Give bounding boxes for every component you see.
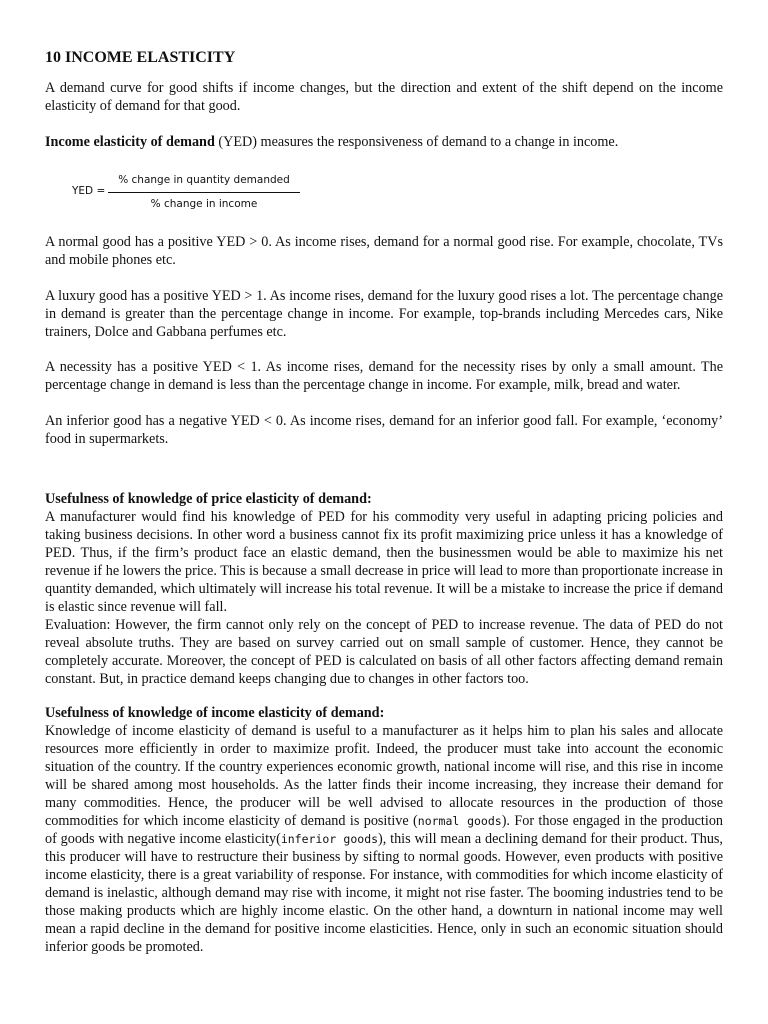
formula-fraction [108,171,300,213]
ped-heading: Usefulness of knowledge of price elasticity of demand: [45,491,372,507]
yed-body-part3: ), this will mean a declining demand for their product. Thus, this producer will have to restructure their business by sifting to normal goods. However, even products with positive income elasticity, there is a great variability of response. For instance, with commodities for which income elasticity of demand is inelastic, although demand may rise with income, it might not rise faster. The booming industries tend to be those making products which are highly income elastic. On the other hand, a downturn in national income may well mean a rapid decline in the demand for positive income elasticities. Hence, only in such an economic situation should inferior goods be promoted. [45,831,723,955]
yed-definition-paragraph [45,133,723,151]
normal-goods-term: normal goods [417,814,502,828]
inferior-good-paragraph: An inferior good has a negative YED < 0. As income rises, demand for an inferior good fall. For example, ‘economy’ food in supermarkets. [45,413,723,447]
intro-paragraph: A demand curve for good shifts if income changes, but the direction and extent of the shift depend on the income elasticity of demand for that good. [45,80,723,114]
yed-body-part2: ). For those engaged in the production of goods with negative income elasticity( [45,813,724,847]
yed-term: Income elasticity of demand [45,134,215,150]
formula-numerator: % change in quantity demanded [108,171,300,193]
page-title: 10 INCOME ELASTICITY [45,49,236,66]
inferior-goods-term: inferior goods [280,832,379,846]
normal-good-paragraph: A normal good has a positive YED > 0. As income rises, demand for a normal good rise. For example, chocolate, TVs and mobile phones etc. [45,234,723,268]
necessity-paragraph: A necessity has a positive YED < 1. As income rises, demand for the necessity rises by only a small amount. The percentage change in demand is less than the percentage change in income. For example, milk, bread and water. [45,359,723,393]
yed-section [45,704,723,956]
formula-denominator: % change in income [150,198,258,210]
formula-lhs: YED = [72,185,106,197]
ped-evaluation: Evaluation: However, the firm cannot only rely on the concept of PED to increase revenue. The data of PED do not reveal absolute truths. They are based on survey carried out on small sample of customer. Hence, they cannot be completely accurate. Moreover, the concept of PED is calculated on basis of all other factors affecting demand remain constant. But, in practice demand keeps changing due to changes in other factors too. [45,617,723,687]
luxury-good-paragraph: A luxury good has a positive YED > 1. As income rises, demand for the luxury good rises a lot. The percentage change in demand is greater than the percentage change in income. For example, top-brands including Mercedes cars, Nike trainers, Dolce and Gabbana perfumes etc. [45,288,723,340]
yed-heading: Usefulness of knowledge of income elasticity of demand: [45,705,385,721]
yed-definition-text: (YED) measures the responsiveness of demand to a change in income. [214,134,619,150]
yed-body-part1: Knowledge of income elasticity of demand is useful to a manufacturer as it helps him to plan his sales and allocate resources more efficiently in order to maximize profit. Indeed, the producer must take into account the economic situation of the country. If the country experiences economic growth, national income will rise, and this rise in income will be shared among most households. As the latter finds their income increasing, they increase their demand for many commodities. Hence, the producer will be well advised to allocate resources in the production of those commodities for which income elasticity of demand is positive ( [45,723,723,829]
ped-section [45,490,723,688]
ped-body: A manufacturer would find his knowledge of PED for his commodity very useful in adapting pricing policies and taking business decisions. In other word a business cannot fix its profit maximizing price unless it has a knowledge of PED. Thus, if the firm’s product face an elastic demand, then the businessmen would be able to maximize his net revenue if he lowers the price. This is because a small decrease in price will lead to more than proportionate increase in quantity demanded, which ultimately will increase his total revenue. It will be a mistake to increase the price if demand is elastic since revenue will fall. [45,509,724,615]
